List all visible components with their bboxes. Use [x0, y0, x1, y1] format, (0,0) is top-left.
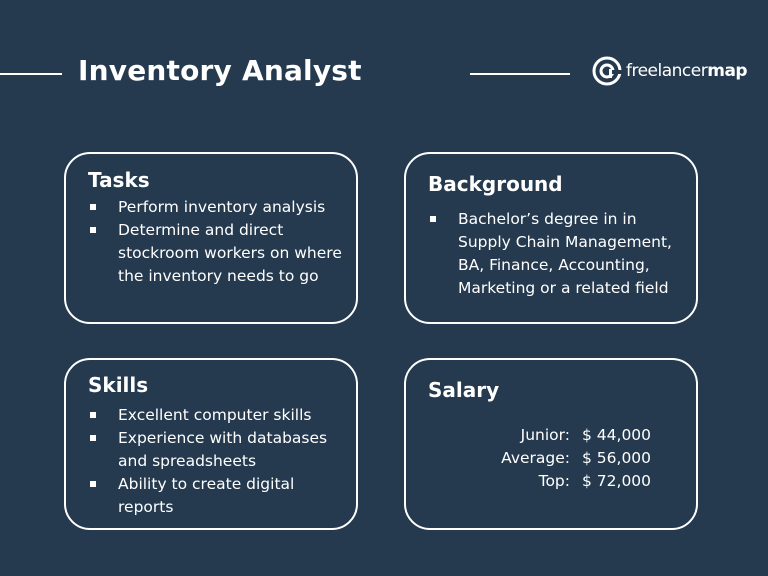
skills-card — [64, 358, 358, 530]
freelancermap-logo — [592, 56, 747, 86]
salary-row — [446, 470, 682, 493]
skills-list — [88, 404, 346, 519]
title-line-right — [470, 73, 570, 75]
tasks-list — [88, 196, 346, 288]
list-item: Ability to create digital reports — [88, 473, 346, 519]
tasks-heading: Tasks — [88, 168, 150, 192]
list-item: Experience with databases and spreadsheets — [88, 427, 346, 473]
salary-label: Top: — [538, 472, 570, 490]
page-title: Inventory Analyst — [78, 54, 362, 87]
list-item: Bachelor’s degree in in Supply Chain Management, BA, Finance, Accounting, Marketing or a related field — [428, 208, 686, 300]
background-card — [404, 152, 698, 324]
salary-value: $ 56,000 — [582, 449, 652, 467]
logo-wordmark — [626, 61, 747, 81]
background-heading: Background — [428, 172, 563, 196]
salary-row — [446, 447, 682, 470]
salary-label: Average: — [501, 449, 570, 467]
salary-row — [446, 424, 682, 447]
skills-heading: Skills — [88, 373, 149, 397]
salary-value: $ 44,000 — [582, 426, 652, 444]
title-line-left — [0, 73, 62, 75]
list-item: Perform inventory analysis — [88, 196, 346, 219]
freelancermap-logo-icon — [592, 56, 622, 86]
tasks-card — [64, 152, 358, 324]
salary-table — [446, 424, 682, 493]
salary-label: Junior: — [520, 426, 570, 444]
salary-card — [404, 358, 698, 530]
background-list — [428, 208, 686, 300]
salary-value: $ 72,000 — [582, 472, 652, 490]
list-item: Excellent computer skills — [88, 404, 346, 427]
list-item: Determine and direct stockroom workers on where the inventory needs to go — [88, 219, 346, 288]
logo-text-regular: freelancer — [626, 61, 708, 81]
salary-heading: Salary — [428, 378, 500, 402]
logo-text-bold: map — [707, 61, 748, 81]
